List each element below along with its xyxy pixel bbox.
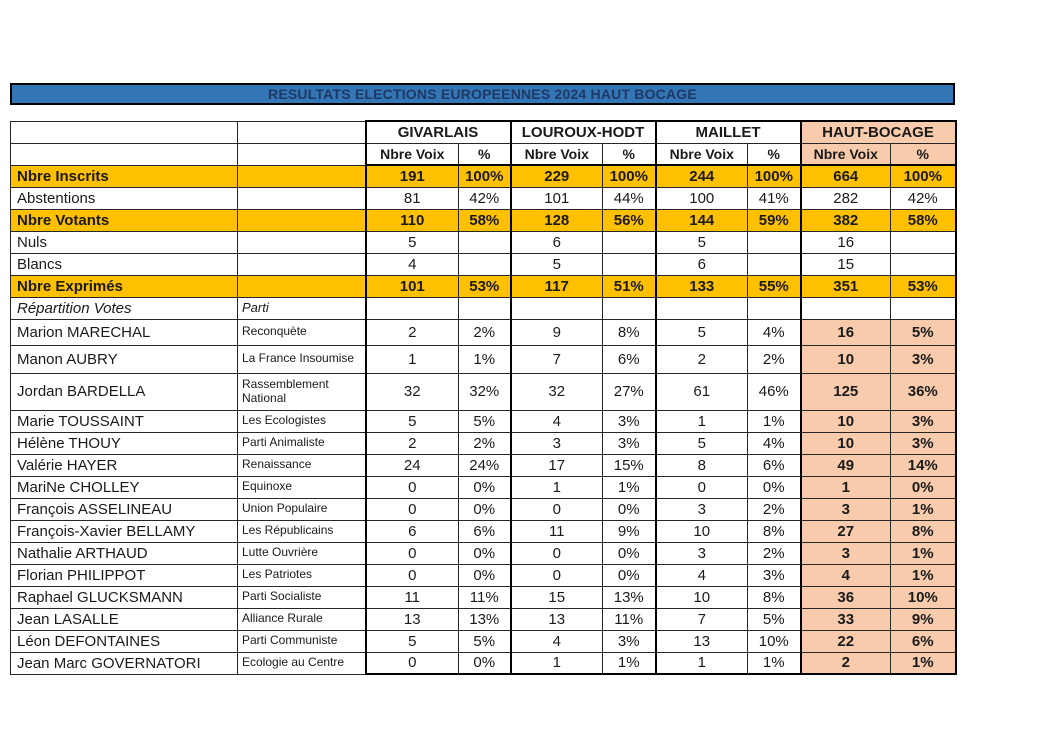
value-cell: 0%: [603, 564, 656, 586]
candidate-name: MariNe CHOLLEY: [11, 476, 238, 498]
value-cell: 3%: [748, 564, 801, 586]
value-cell: 5: [366, 630, 459, 652]
value-cell: 1%: [603, 652, 656, 674]
blank-cell: [238, 253, 366, 275]
value-cell: 24%: [459, 454, 511, 476]
blank-cell: [891, 297, 956, 319]
value-cell: 100%: [459, 165, 511, 187]
value-cell: 0%: [459, 498, 511, 520]
candidate-name: Jean Marc GOVERNATORI: [11, 652, 238, 674]
blank-cell: [459, 297, 511, 319]
corner-cell-party: [238, 121, 366, 143]
value-cell: 0%: [748, 476, 801, 498]
value-cell: 100: [656, 187, 748, 209]
value-cell: 56%: [603, 209, 656, 231]
value-cell: 2: [366, 432, 459, 454]
value-cell: 17: [511, 454, 603, 476]
candidate-name: Valérie HAYER: [11, 454, 238, 476]
blank-cell: [238, 165, 366, 187]
value-cell: 41%: [748, 187, 801, 209]
candidate-name: Manon AUBRY: [11, 345, 238, 373]
value-cell: 24: [366, 454, 459, 476]
value-cell: 133: [656, 275, 748, 297]
value-cell: 11: [366, 586, 459, 608]
value-cell: 4: [511, 630, 603, 652]
value-cell: 10%: [748, 630, 801, 652]
value-cell: 1%: [748, 652, 801, 674]
column-group-louroux-hodt: LOUROUX-HODT: [511, 121, 656, 143]
value-cell: 5%: [459, 630, 511, 652]
subheader-nbre-voix: Nbre Voix: [366, 143, 459, 165]
value-cell: 13: [656, 630, 748, 652]
value-cell: 100%: [603, 165, 656, 187]
value-cell: 32%: [459, 373, 511, 410]
value-cell: 5: [656, 231, 748, 253]
value-cell: 59%: [748, 209, 801, 231]
candidate-name: Nathalie ARTHAUD: [11, 542, 238, 564]
value-cell: 0: [366, 498, 459, 520]
blank-cell: [238, 231, 366, 253]
value-cell: 4: [801, 564, 891, 586]
blank-cell: [656, 297, 748, 319]
value-cell: 15%: [603, 454, 656, 476]
value-cell: 3: [801, 498, 891, 520]
candidate-name: Raphael GLUCKSMANN: [11, 586, 238, 608]
value-cell: 9%: [891, 608, 956, 630]
value-cell: 1%: [891, 542, 956, 564]
value-cell: 191: [366, 165, 459, 187]
value-cell: 282: [801, 187, 891, 209]
value-cell: 125: [801, 373, 891, 410]
value-cell: 46%: [748, 373, 801, 410]
row-label: Abstentions: [11, 187, 238, 209]
value-cell: 100%: [748, 165, 801, 187]
value-cell: 5: [366, 410, 459, 432]
candidate-name: Marie TOUSSAINT: [11, 410, 238, 432]
corner-cell-name: [11, 121, 238, 143]
value-cell: 2: [801, 652, 891, 674]
value-cell: 61: [656, 373, 748, 410]
value-cell: 5%: [891, 319, 956, 345]
value-cell: 8%: [748, 586, 801, 608]
value-cell: 13: [511, 608, 603, 630]
value-cell: 4: [511, 410, 603, 432]
value-cell: 1: [511, 476, 603, 498]
value-cell: 0%: [459, 564, 511, 586]
party-name: Parti Animaliste: [238, 432, 366, 454]
value-cell: 10: [801, 410, 891, 432]
value-cell: [748, 253, 801, 275]
party-name: Equinoxe: [238, 476, 366, 498]
candidate-row: [11, 373, 956, 410]
blank-cell: [238, 143, 366, 165]
value-cell: 13: [366, 608, 459, 630]
blank-cell: [748, 297, 801, 319]
section-party-label: Parti: [238, 297, 366, 319]
value-cell: 5: [656, 319, 748, 345]
column-group-haut-bocage: HAUT-BOCAGE: [801, 121, 956, 143]
blank-cell: [603, 297, 656, 319]
value-cell: 6%: [891, 630, 956, 652]
value-cell: 1: [801, 476, 891, 498]
value-cell: 7: [656, 608, 748, 630]
value-cell: 3%: [603, 410, 656, 432]
candidate-row: [11, 410, 956, 432]
value-cell: 128: [511, 209, 603, 231]
value-cell: 664: [801, 165, 891, 187]
value-cell: 6%: [459, 520, 511, 542]
value-cell: 16: [801, 319, 891, 345]
value-cell: [891, 231, 956, 253]
value-cell: 1%: [459, 345, 511, 373]
candidate-row: [11, 498, 956, 520]
value-cell: 42%: [459, 187, 511, 209]
subheader-percent: %: [459, 143, 511, 165]
candidate-row: [11, 520, 956, 542]
value-cell: 33: [801, 608, 891, 630]
party-name: Les Patriotes: [238, 564, 366, 586]
value-cell: 44%: [603, 187, 656, 209]
results-table: [10, 120, 957, 675]
party-name: Lutte Ouvrière: [238, 542, 366, 564]
value-cell: 5%: [748, 608, 801, 630]
row-label: Nbre Inscrits: [11, 165, 238, 187]
value-cell: 7: [511, 345, 603, 373]
row-label: Nbre Exprimés: [11, 275, 238, 297]
value-cell: 8: [656, 454, 748, 476]
value-cell: 3%: [603, 630, 656, 652]
value-cell: 3: [656, 498, 748, 520]
summary-row: [11, 165, 956, 187]
value-cell: 42%: [891, 187, 956, 209]
value-cell: 0: [511, 542, 603, 564]
value-cell: 0%: [459, 542, 511, 564]
value-cell: 27: [801, 520, 891, 542]
row-label: Blancs: [11, 253, 238, 275]
value-cell: 27%: [603, 373, 656, 410]
value-cell: 32: [511, 373, 603, 410]
row-label: Nbre Votants: [11, 209, 238, 231]
value-cell: 244: [656, 165, 748, 187]
value-cell: 144: [656, 209, 748, 231]
value-cell: 3%: [891, 410, 956, 432]
party-name: Alliance Rurale: [238, 608, 366, 630]
value-cell: 4: [366, 253, 459, 275]
value-cell: 22: [801, 630, 891, 652]
value-cell: 36: [801, 586, 891, 608]
value-cell: 5%: [459, 410, 511, 432]
value-cell: 0%: [891, 476, 956, 498]
value-cell: [603, 253, 656, 275]
value-cell: 1%: [891, 652, 956, 674]
party-name: La France Insoumise: [238, 345, 366, 373]
value-cell: 0%: [459, 652, 511, 674]
section-label: Répartition Votes: [11, 297, 238, 319]
candidate-name: Jordan BARDELLA: [11, 373, 238, 410]
value-cell: [891, 253, 956, 275]
section-header-row: [11, 297, 956, 319]
party-name: Renaissance: [238, 454, 366, 476]
value-cell: 5: [366, 231, 459, 253]
value-cell: 5: [656, 432, 748, 454]
party-name: Parti Communiste: [238, 630, 366, 652]
value-cell: 10: [656, 520, 748, 542]
value-cell: 8%: [748, 520, 801, 542]
value-cell: 2%: [459, 432, 511, 454]
value-cell: 81: [366, 187, 459, 209]
value-cell: 10: [656, 586, 748, 608]
value-cell: 53%: [891, 275, 956, 297]
value-cell: 0: [511, 498, 603, 520]
value-cell: 117: [511, 275, 603, 297]
value-cell: 3%: [891, 345, 956, 373]
value-cell: [748, 231, 801, 253]
value-cell: 229: [511, 165, 603, 187]
summary-row: [11, 275, 956, 297]
value-cell: 3: [656, 542, 748, 564]
subheader-nbre-voix: Nbre Voix: [511, 143, 603, 165]
blank-cell: [238, 275, 366, 297]
value-cell: 6: [656, 253, 748, 275]
value-cell: 101: [366, 275, 459, 297]
value-cell: 110: [366, 209, 459, 231]
value-cell: 8%: [603, 319, 656, 345]
party-name: Ecologie au Centre: [238, 652, 366, 674]
candidate-row: [11, 454, 956, 476]
value-cell: 15: [801, 253, 891, 275]
party-name: Les Ecologistes: [238, 410, 366, 432]
value-cell: 55%: [748, 275, 801, 297]
value-cell: 9%: [603, 520, 656, 542]
summary-row: [11, 231, 956, 253]
candidate-name: François ASSELINEAU: [11, 498, 238, 520]
candidate-row: [11, 652, 956, 674]
value-cell: 11%: [603, 608, 656, 630]
candidate-row: [11, 319, 956, 345]
value-cell: 4: [656, 564, 748, 586]
candidate-name: Léon DEFONTAINES: [11, 630, 238, 652]
candidate-name: Hélène THOUY: [11, 432, 238, 454]
value-cell: 6: [366, 520, 459, 542]
value-cell: 14%: [891, 454, 956, 476]
candidate-name: Jean LASALLE: [11, 608, 238, 630]
value-cell: 10: [801, 345, 891, 373]
page-title: RESULTATS ELECTIONS EUROPEENNES 2024 HAUT BOCAGE: [10, 83, 955, 105]
value-cell: 6: [511, 231, 603, 253]
value-cell: 3%: [891, 432, 956, 454]
value-cell: 100%: [891, 165, 956, 187]
candidate-name: François-Xavier BELLAMY: [11, 520, 238, 542]
value-cell: 0: [656, 476, 748, 498]
value-cell: 10: [801, 432, 891, 454]
summary-row: [11, 253, 956, 275]
party-name: Union Populaire: [238, 498, 366, 520]
subheader-nbre-voix: Nbre Voix: [656, 143, 748, 165]
value-cell: 351: [801, 275, 891, 297]
sub-header-row: [11, 143, 956, 165]
city-header-row: [11, 121, 956, 143]
candidate-row: [11, 542, 956, 564]
value-cell: 1: [656, 410, 748, 432]
value-cell: [603, 231, 656, 253]
value-cell: 49: [801, 454, 891, 476]
value-cell: [459, 231, 511, 253]
value-cell: 0%: [603, 498, 656, 520]
value-cell: 2%: [459, 319, 511, 345]
value-cell: 3%: [603, 432, 656, 454]
value-cell: 1%: [891, 498, 956, 520]
value-cell: 10%: [891, 586, 956, 608]
value-cell: 11%: [459, 586, 511, 608]
candidate-row: [11, 630, 956, 652]
value-cell: 3: [511, 432, 603, 454]
value-cell: 32: [366, 373, 459, 410]
value-cell: 2%: [748, 345, 801, 373]
value-cell: 1: [511, 652, 603, 674]
column-group-maillet: MAILLET: [656, 121, 801, 143]
value-cell: 9: [511, 319, 603, 345]
value-cell: 0: [366, 542, 459, 564]
value-cell: 2%: [748, 498, 801, 520]
party-name: Rassemblement National: [238, 373, 366, 410]
blank-cell: [511, 297, 603, 319]
value-cell: 382: [801, 209, 891, 231]
candidate-row: [11, 608, 956, 630]
blank-cell: [801, 297, 891, 319]
value-cell: 58%: [891, 209, 956, 231]
value-cell: 6%: [748, 454, 801, 476]
value-cell: 0: [366, 652, 459, 674]
value-cell: 2: [656, 345, 748, 373]
value-cell: 51%: [603, 275, 656, 297]
subheader-percent: %: [891, 143, 956, 165]
subheader-percent: %: [603, 143, 656, 165]
candidate-name: Florian PHILIPPOT: [11, 564, 238, 586]
blank-cell: [366, 297, 459, 319]
party-name: Parti Socialiste: [238, 586, 366, 608]
value-cell: 0: [511, 564, 603, 586]
party-name: Reconquète: [238, 319, 366, 345]
value-cell: 4%: [748, 319, 801, 345]
summary-row: [11, 187, 956, 209]
value-cell: 36%: [891, 373, 956, 410]
candidate-row: [11, 345, 956, 373]
value-cell: 6%: [603, 345, 656, 373]
candidate-row: [11, 586, 956, 608]
candidate-row: [11, 432, 956, 454]
party-name: Les Républicains: [238, 520, 366, 542]
subheader-nbre-voix: Nbre Voix: [801, 143, 891, 165]
blank-cell: [238, 209, 366, 231]
value-cell: 5: [511, 253, 603, 275]
subheader-percent: %: [748, 143, 801, 165]
value-cell: 13%: [603, 586, 656, 608]
value-cell: 2%: [748, 542, 801, 564]
value-cell: 4%: [748, 432, 801, 454]
value-cell: 0: [366, 564, 459, 586]
value-cell: 0%: [603, 542, 656, 564]
value-cell: 53%: [459, 275, 511, 297]
value-cell: 3: [801, 542, 891, 564]
value-cell: 8%: [891, 520, 956, 542]
value-cell: 13%: [459, 608, 511, 630]
blank-cell: [11, 143, 238, 165]
candidate-row: [11, 476, 956, 498]
blank-cell: [238, 187, 366, 209]
value-cell: 15: [511, 586, 603, 608]
value-cell: 0: [366, 476, 459, 498]
row-label: Nuls: [11, 231, 238, 253]
value-cell: 101: [511, 187, 603, 209]
summary-row: [11, 209, 956, 231]
value-cell: [459, 253, 511, 275]
value-cell: 0%: [459, 476, 511, 498]
value-cell: 2: [366, 319, 459, 345]
value-cell: 1%: [748, 410, 801, 432]
candidate-row: [11, 564, 956, 586]
value-cell: 1%: [891, 564, 956, 586]
value-cell: 1: [366, 345, 459, 373]
value-cell: 11: [511, 520, 603, 542]
column-group-givarlais: GIVARLAIS: [366, 121, 511, 143]
value-cell: 16: [801, 231, 891, 253]
value-cell: 1: [656, 652, 748, 674]
candidate-name: Marion MARECHAL: [11, 319, 238, 345]
value-cell: 1%: [603, 476, 656, 498]
value-cell: 58%: [459, 209, 511, 231]
